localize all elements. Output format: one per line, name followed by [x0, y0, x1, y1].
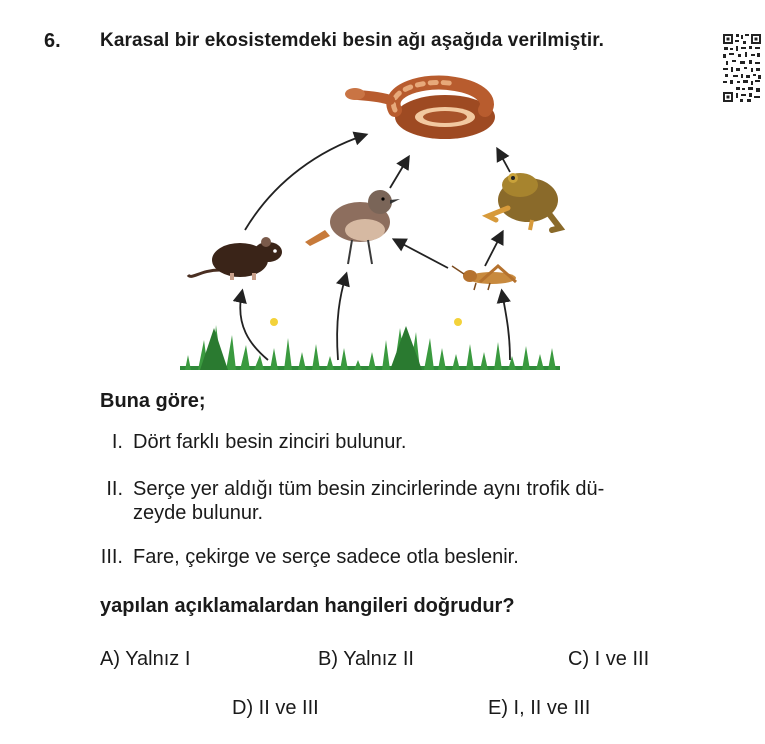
arrow-sparrow-to-snake: [390, 158, 408, 188]
statement-text: Dört farklı besin zinciri bulunur.: [133, 431, 407, 453]
arrow-frog-to-snake: [498, 150, 510, 172]
frog-icon: [488, 173, 560, 230]
option-e[interactable]: E) I, II ve III: [488, 697, 591, 719]
statement-text: Serçe yer aldığı tüm besin zincirlerinde aynı trofik dü-: [133, 478, 605, 500]
statement-number: I.: [111, 431, 123, 453]
statement-number: II.: [106, 478, 123, 500]
arrow-grasshopper-to-sparrow: [395, 240, 448, 268]
statement-text-continued: zeyde bulunur.: [133, 502, 264, 524]
arrow-grass-to-rat: [240, 292, 268, 360]
option-c[interactable]: C) I ve III: [568, 648, 650, 670]
question-text: Karasal bir ekosistemdeki besin ağı aşağıda verilmiştir.: [100, 30, 605, 51]
grass-icon: [180, 318, 560, 370]
arrow-grass-to-grasshopper: [502, 292, 510, 360]
lead-text: Buna göre;: [100, 390, 206, 412]
sparrow-icon: [305, 190, 400, 264]
statement-text: Fare, çekirge ve serçe sadece otla beslenir.: [133, 546, 519, 568]
option-d[interactable]: D) II ve III: [232, 697, 319, 719]
snake-icon: [345, 82, 495, 139]
arrow-grass-to-sparrow: [337, 275, 346, 360]
arrow-grasshopper-to-frog: [485, 233, 502, 266]
qr-code-icon: [722, 33, 762, 103]
question-number: 6.: [44, 30, 61, 52]
option-b[interactable]: B) Yalnız II: [318, 648, 414, 670]
grasshopper-icon: [452, 266, 516, 290]
question-ask: yapılan açıklamalardan hangileri doğrudur?: [100, 595, 515, 617]
food-web-arrows: [240, 135, 510, 360]
statement-number: III.: [100, 546, 123, 568]
rat-icon: [188, 237, 282, 280]
option-a[interactable]: A) Yalnız I: [100, 648, 191, 670]
food-web-diagram: [180, 70, 570, 375]
